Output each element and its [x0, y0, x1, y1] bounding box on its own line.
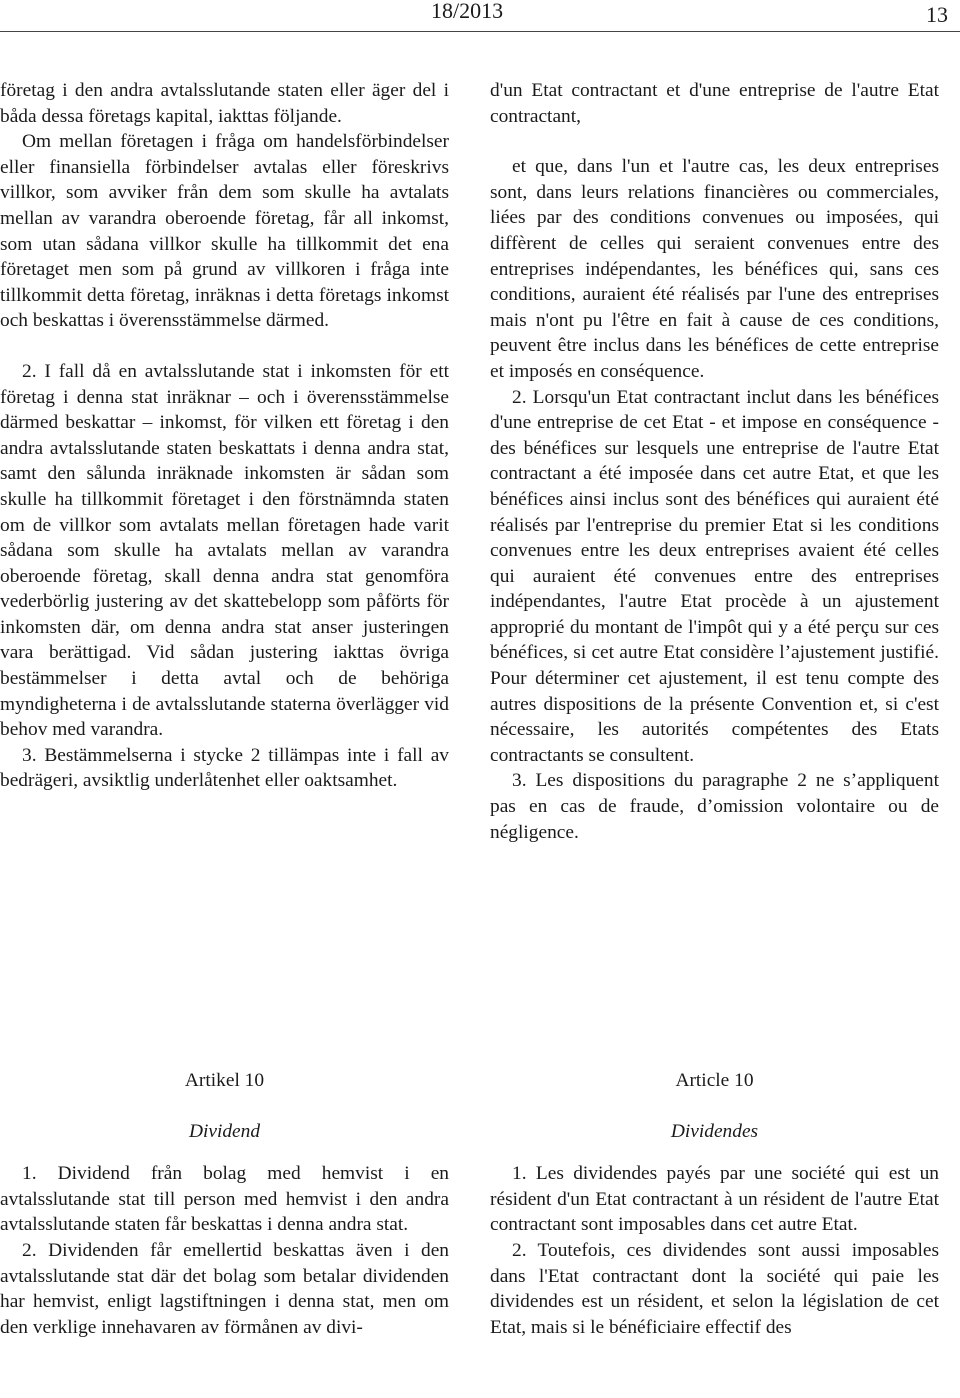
french-paragraph: d'un Etat contractant et d'une entreprise de l'autre Etat contractant, — [490, 80, 939, 127]
french-paragraph: 2. Toutefois, ces dividendes sont aussi imposables dans l'Etat contractant dont la société qui paie les dividendes est un résident, et selon la législation de cet Etat, mais si le bénéficiaire effectif des — [490, 1239, 939, 1338]
swedish-paragraph: 3. Bestämmelserna i stycke 2 tillämpas inte i fall av bedrägeri, avsiktlig underlåtenhet eller oaktsamhet. — [0, 744, 449, 792]
french-column-upper — [490, 78, 939, 845]
page-number: 13 — [926, 2, 948, 27]
header-rule — [0, 31, 960, 32]
swedish-paragraph: företag i den andra avtalsslutande staten eller äger del i båda dessa företags kapital, iakttas följande. — [0, 80, 449, 127]
article-title: Dividend — [188, 1120, 261, 1142]
swedish-paragraph: 2. Dividenden får emellertid beskattas även i den avtalsslutande stat där det bolag som betalar dividenden har hemvist, enligt lagstiftningen i denna stat, men om den verklige innehavaren av förmånen av divi- — [0, 1239, 449, 1338]
article-heading: Artikel 10 — [184, 1070, 265, 1091]
page-header — [0, 0, 960, 30]
french-paragraph: 1. Les dividendes payés par une société qui est un résident d'un Etat contractant à un résident de l'autre Etat contractant sont imposables dans cet autre Etat. — [490, 1163, 939, 1236]
issue-number: 18/2013 — [431, 0, 504, 23]
article-title: Dividendes — [670, 1120, 759, 1142]
swedish-paragraph: 2. I fall då en avtalsslutande stat i inkomsten för ett företag i denna stat inräknar – och i överensstämmelse därmed beskattar – inkomst, för vilken ett företag i den andra avtalsslutande staten beskattats i denna andra stat, samt den sålunda inräknade inkomsten är sådan som skulle ha tillkommit företaget i den förstnämnda staten om de villkor som avtalats mellan företagen hade varit sådana som skulle ha avtalats mellan av varandra oberoende företag, skall denna andra stat genomföra vederbörlig justering av det skattebelopp som påförts för inkomsten där, om denna andra stat anser justeringen vara berättigad. Vid sådan justering iakttas övriga bestämmelser i detta avtal och de behöriga myndigheterna i de avtalsslutande staterna överlägger vid behov med varandra. — [0, 360, 449, 741]
french-paragraph: 2. Lorsqu'un Etat contractant inclut dans les bénéfices d'une entreprise de cet Etat - et impose en conséquence - des bénéfices sur lesquels une entreprise de l'autre Etat contractant a été imposée dans cet autre Etat, et que les bénéfices ainsi inclus sont des bénéfices qui auraient été réalisés par l'entreprise du premier Etat si les conditions convenues entre les deux entreprises avaient été celles qui auraient été convenues entre des entreprises indépendantes, l'autre Etat procède à un ajustement approprié du montant de l'impôt qui y a été perçu sur ces bénéfices, si cet autre Etat considère l’ajustement justifié. Pour déterminer cet ajustement, il est tenu compte des autres dispositions de la présente Convention et, si c'est nécessaire, les autorités compétentes des Etats contractants se consultent. — [490, 386, 939, 766]
swedish-paragraph: 1. Dividend från bolag med hemvist i en avtalsslutande stat till person med hemvist i den andra avtalsslutande staten får beskattas i denna andra stat. — [0, 1163, 449, 1236]
french-paragraph: 3. Les dispositions du paragraphe 2 ne s’appliquent pas en cas de fraude, d’omission volontaire ou de négligence. — [490, 770, 939, 843]
french-paragraph: et que, dans l'un et l'autre cas, les deux entreprises sont, dans leurs relations financières ou commerciales, liées par des conditions convenues ou imposées, qui diffèrent de celles qui seraient convenues entre des entreprises indépendantes, les bénéfices qui, sans ces conditions, auraient été réalisés par l'une des entreprises mais n'ont pu l'être en fait à cause de ces conditions, peuvent être inclus dans les bénéfices de cette entreprise et imposés en conséquence. — [490, 156, 939, 382]
swedish-column-upper — [0, 78, 449, 794]
article-heading: Article 10 — [675, 1070, 754, 1091]
swedish-paragraph: Om mellan företagen i fråga om handelsförbindelser eller finansiella förbindelser avtalas eller föreskrivs villkor, som avviker från dem som skulle ha avtalats mellan av varandra oberoende företag, får all inkomst, som utan sådana villkor skulle ha tillkommit det ena företaget men som på grund av villkoren i fråga inte tillkommit detta företag, inräknas i detta företags inkomst och beskattas i överensstämmelse därmed. — [0, 131, 449, 332]
french-column-lower — [490, 1068, 939, 1340]
swedish-column-lower — [0, 1068, 449, 1340]
